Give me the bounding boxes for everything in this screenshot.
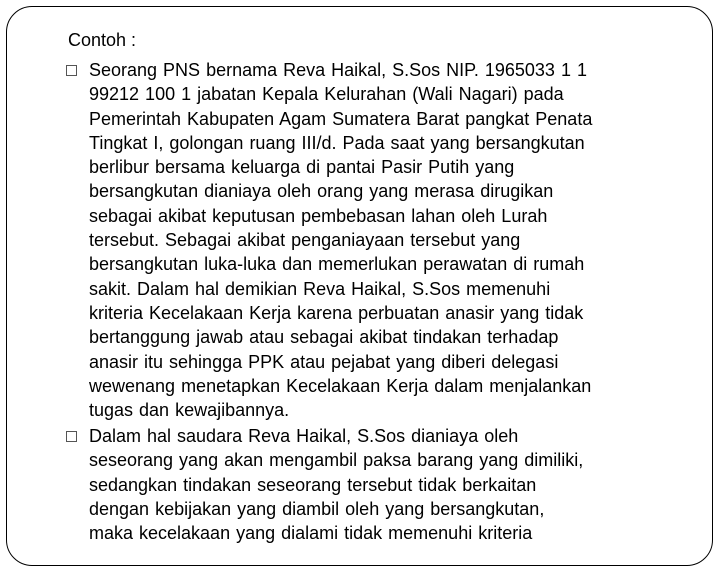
text-line: bertanggung jawab atau sebagai akibat tindakan terhadap <box>89 327 559 348</box>
text-line: bersangkutan luka-luka dan memerlukan perawatan di rumah <box>89 254 585 275</box>
bullet-text-1 <box>89 58 676 422</box>
heading: Contoh : <box>68 30 137 50</box>
text-line: sakit. Dalam hal demikian Reva Haikal, S.Sos memenuhi <box>89 278 551 299</box>
text-line: kriteria Kecelakaan Kerja karena perbuatan anasir yang tidak <box>89 302 584 323</box>
text-line: 99212 100 1 jabatan Kepala Kelurahan (Wali Nagari) pada <box>89 84 564 105</box>
text-line: bersangkutan dianiaya oleh orang yang merasa dirugikan <box>89 181 554 202</box>
text-line: anasir itu sehingga PPK atau pejabat yang diberi delegasi <box>89 351 559 372</box>
text-line: dengan kebijakan yang diambil oleh yang bersangkutan, <box>89 498 545 519</box>
text-line: berlibur bersama keluarga di pantai Pasir Putih yang <box>89 157 515 178</box>
bullet-text-2 <box>89 424 676 545</box>
text-line: Seorang PNS bernama Reva Haikal, S.Sos NIP. 1965033 1 1 <box>89 60 587 80</box>
text-line: wewenang menetapkan Kecelakaan Kerja dalam menjalankan <box>89 375 592 396</box>
square-bullet-icon <box>66 431 77 442</box>
text-line: sedangkan tindakan seseorang tersebut tidak berkaitan <box>89 474 537 495</box>
text-line: Dalam hal saudara Reva Haikal, S.Sos dianiaya oleh <box>89 426 519 446</box>
text-line: tugas dan kewajibannya. <box>89 400 290 421</box>
bullet-item-1 <box>66 58 676 422</box>
text-line: seseorang yang akan mengambil paksa barang yang dimiliki, <box>89 450 584 471</box>
text-line: tersebut. Sebagai akibat penganiayaan tersebut yang <box>89 230 521 251</box>
square-bullet-icon <box>66 65 77 76</box>
text-line: sebagai akibat keputusan pembebasan lahan oleh Lurah <box>89 205 548 226</box>
bullet-item-2 <box>66 424 676 545</box>
text-line: Tingkat I, golongan ruang III/d. Pada saat yang bersangkutan <box>89 132 585 153</box>
text-line: Pemerintah Kabupaten Agam Sumatera Barat pangkat Penata <box>89 108 593 129</box>
text-line: maka kecelakaan yang dialami tidak memenuhi kriteria <box>89 523 533 544</box>
